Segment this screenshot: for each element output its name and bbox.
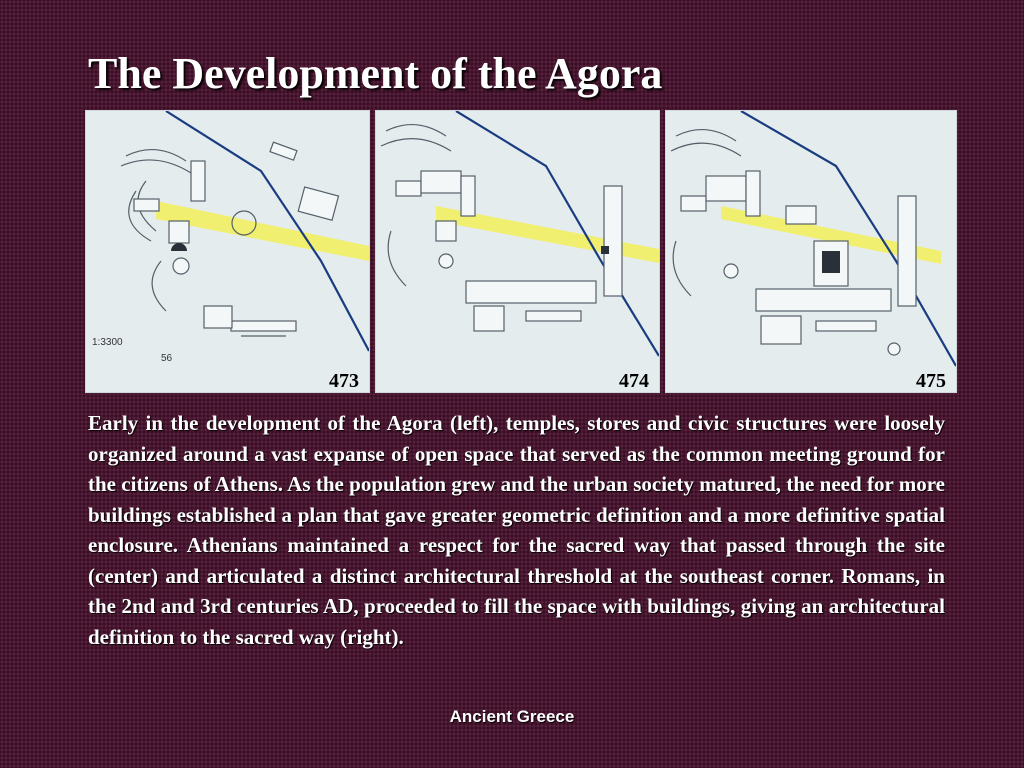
agora-plan-roman-drawing (666, 111, 956, 392)
page-label: 56 (161, 353, 173, 364)
building (298, 187, 338, 220)
footer-label: Ancient Greece (449, 707, 575, 726)
bouleuterion (171, 243, 187, 251)
temple (134, 199, 159, 211)
agora-plan-early-drawing (86, 111, 369, 392)
building (706, 176, 746, 201)
building (270, 142, 297, 160)
temple (396, 181, 421, 196)
building (761, 316, 801, 344)
building (436, 221, 456, 241)
agora-plan-classical (375, 110, 660, 393)
tholos (724, 264, 738, 278)
agora-plan-classical-drawing (376, 111, 659, 392)
building (191, 161, 205, 201)
building (461, 176, 475, 216)
slide-title: The Development of the Agora (88, 49, 663, 98)
agora-plan-roman (665, 110, 957, 393)
building (421, 171, 461, 193)
plan-number: 474 (619, 370, 649, 392)
plan-number: 473 (329, 370, 359, 392)
middle-stoa (756, 289, 891, 311)
south-stoa (231, 321, 296, 331)
building (474, 306, 504, 331)
building (169, 221, 189, 243)
middle-stoa (466, 281, 596, 303)
temple-of-ares (786, 206, 816, 224)
south-stoa (816, 321, 876, 331)
plan-number: 475 (916, 370, 946, 392)
south-stoa (526, 311, 581, 321)
scale-label: 1:3300 (92, 337, 123, 348)
tholos (439, 254, 453, 268)
stoa-of-attalos (604, 186, 622, 296)
fountain (888, 343, 900, 355)
building (746, 171, 760, 216)
agora-plan-early (85, 110, 370, 393)
description-paragraph: Early in the development of the Agora (left), temples, stores and civic structures were loosely organized around a vast expanse of open space that served as the common meeting ground for the citizens of Athens. As the population grew and the urban society matured, the need for more buildings established a plan that gave greater geometric definition and a more definitive spatial enclosure. Athenians maintained a respect for the sacred way that passed through the site (center) and articulated a distinct architectural threshold at the southeast corner. Romans, in the 2nd and 3rd centuries AD, proceeded to fill the space with buildings, giving an architectural definition to the sacred way (right). (88, 411, 945, 649)
building (204, 306, 232, 328)
temple (681, 196, 706, 211)
stoa-of-attalos (898, 196, 916, 306)
tholos (173, 258, 189, 274)
